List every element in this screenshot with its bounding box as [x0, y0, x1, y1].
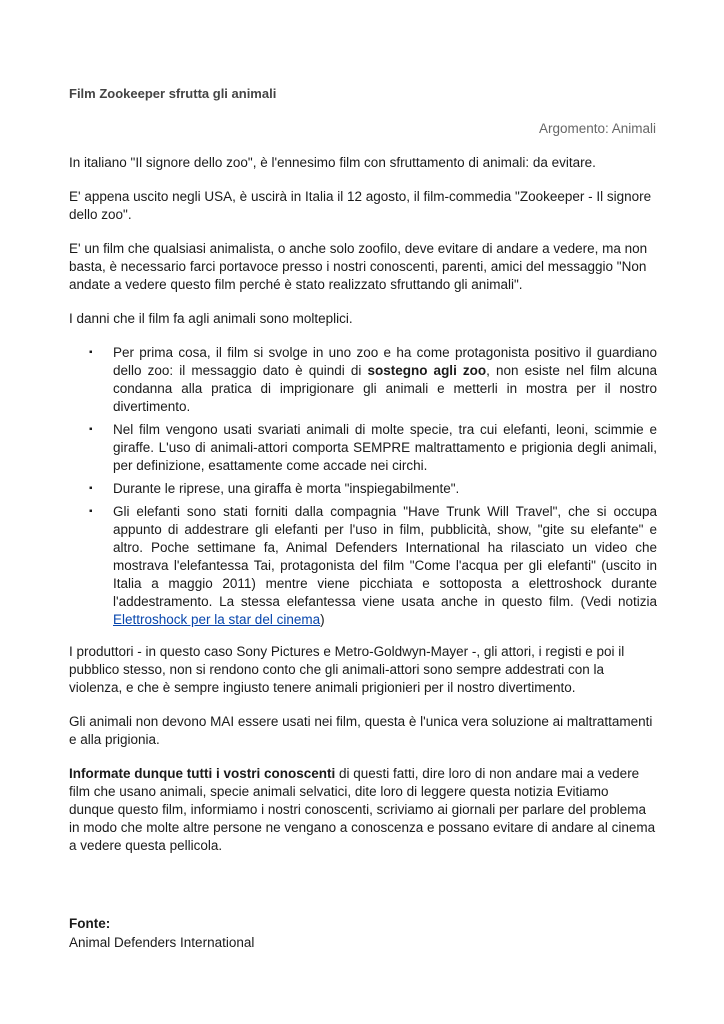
news-link[interactable]: Elettroshock per la star del cinema [113, 612, 321, 627]
article-body [69, 154, 657, 871]
source-block [69, 914, 254, 952]
source-name: Animal Defenders International [69, 935, 255, 950]
solution-paragraph: Gli animali non devono MAI essere usati nei film, questa è l'unica vera soluzione ai maltrattamenti e alla prigionia. [69, 714, 653, 747]
bullet-icon: ▪ [89, 506, 93, 517]
emphasis-text: Informate dunque tutti i vostri conoscenti [69, 766, 336, 781]
list-item: ▪ Durante le riprese, una giraffa è morta "inspiegabilmente". [89, 481, 460, 496]
appeal-paragraph: E' un film che qualsiasi animalista, o anche solo zoofilo, deve evitare di andare a vedere, ma non basta, è necessario farci portavoce presso i nostri conoscenti, parenti, amici del messaggio "Non andate a vedere questo film perché è stato realizzato sfruttando gli animali". [69, 241, 648, 292]
damages-intro: I danni che il film fa agli animali sono molteplici. [69, 311, 353, 326]
bullet-icon: ▪ [89, 347, 93, 358]
article-title: Film Zookeeper sfrutta gli animali [69, 86, 277, 101]
source-label: Fonte: [69, 916, 111, 931]
emphasis-text: sostegno agli zoo [367, 363, 487, 378]
list-item: ▪ Per prima cosa, il film si svolge in uno zoo e ha come protagonista positivo il guardiano dello zoo: il messaggio dato è quindi di sostegno agli zoo, non esiste nel film alcuna condanna alla pratica di imprigionare gli animali e metterli in mostra per il nostro divertimento. [89, 345, 657, 414]
list-item: ▪ Gli elefanti sono stati forniti dalla compagnia "Have Trunk Will Travel", che si occupa appunto di addestrare gli elefanti per l'uso in film, pubblicità, show, "gite su elefante" e altro. Poche settimane fa, Animal Defenders International ha rilasciato un video che mostrava l'elefantessa Tai, protagonista del film "Come l'acqua per gli elefanti" (uscito in Italia a maggio 2011) mentre viene picchiata e sottoposta a elettroshock durante l'addestramento. La stessa elefantessa viene usata anche in questo film. (Vedi notizia Elettroshock per la star del cinema) [89, 504, 657, 627]
list-item: ▪ Nel film vengono usati svariati animali di molte specie, tra cui elefanti, leoni, scimmie e giraffe. L'uso di animali-attori comporta SEMPRE maltrattamento e prigionia degli animali, per definizione, esattamente come accade nei circhi. [89, 422, 657, 473]
intro-paragraph: In italiano "Il signore dello zoo", è l'ennesimo film con sfruttamento di animali: da evitare. [69, 155, 596, 170]
bullet-icon: ▪ [89, 483, 93, 494]
producers-paragraph: I produttori - in questo caso Sony Pictures e Metro-Goldwyn-Mayer -, gli attori, i registi e poi il pubblico stesso, non si rendono conto che gli animali-attori sono sempre addestrati con la violenza, e che è sempre ingiusto tenere animali prigionieri per il nostro divertimento. [69, 644, 625, 695]
release-paragraph: E' appena uscito negli USA, è uscirà in Italia il 12 agosto, il film-commedia "Zookeeper - Il signore dello zoo". [69, 189, 652, 222]
damages-list [69, 344, 657, 629]
topic-label: Argomento: Animali [538, 121, 656, 136]
bullet-icon: ▪ [89, 424, 93, 435]
call-to-action-paragraph: Informate dunque tutti i vostri conoscenti di questi fatti, dire loro di non andare mai a vedere film che usano animali, specie animali selvatici, dite loro di leggere questa notizia Evitiamo dunque questo film, informiamo i nostri conoscenti, scriviamo ai giornali per parlare del problema in modo che molte altre persone ne vengano a conoscenza e possano evitare di andare al cinema a vedere questa pellicola. [69, 766, 656, 853]
